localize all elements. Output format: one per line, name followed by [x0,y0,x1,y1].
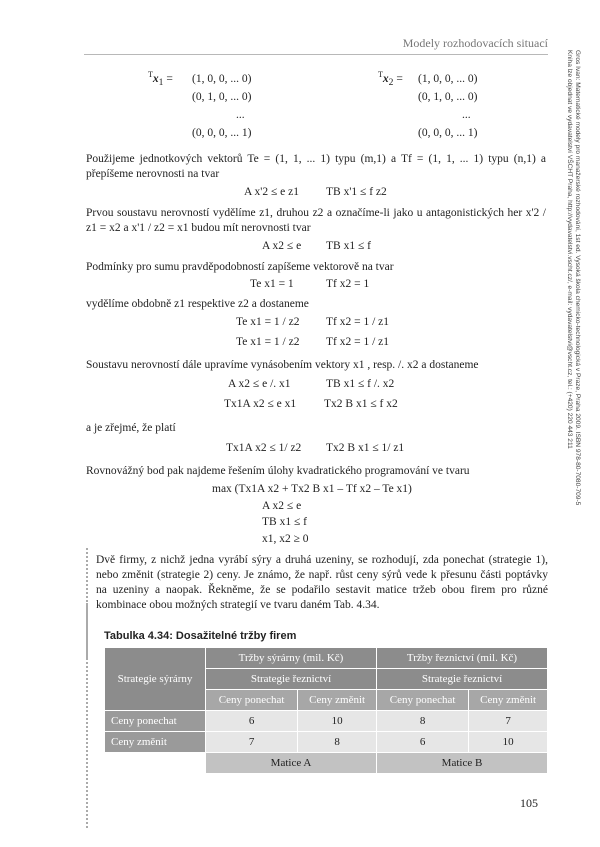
matrix-x1 [192,70,251,142]
matrix-row: ... [236,109,245,121]
row-label: Ceny změnit [105,732,206,753]
equation: TB x1 ≤ f /. x2 [326,378,395,390]
equation: Tf x2 = 1 [326,278,370,290]
col-group: Tržby řeznictví (mil. Kč) [376,648,547,669]
equation: Tf x2 = 1 / z1 [326,316,390,328]
col-header: Ceny změnit [469,690,548,711]
equation: Tf x2 = 1 / z1 [326,336,390,348]
matrix-row: (0, 0, 0, ... 1) [192,127,252,139]
table-row [105,732,548,753]
equation: Tx1A x2 ≤ e x1 [224,398,297,410]
table-cell: 10 [298,711,377,732]
side-note-line-2: Kniha lze objednat ve vydavatelství VŠCHT Praha, http://vydavatelstvi.vscht.cz/, e-mail: vydavatelstvi@vscht.cz, tel.: (+420) 220 443 211 [566,50,574,449]
example-text: Dvě firmy, z nichž jedna vyrábí sýry a druhá uzeniny, se rozhodují, zda ponechat (strategie 1), nebo změnit (strategie 2) ceny. Je známo, že např. růst ceny sýrů vede k přesunu části poptávky na uzeniny a naopak. Řekněme, že se podařilo sestavit matice tržeb obou firem pro různé kombinace obou možných strategií ve tvaru daném Tab. 4.34. [96,554,548,611]
matrix-a-label: Matice A [206,753,377,774]
paragraph: vydělíme obdobně z1 respektive z2 a dostaneme [86,298,309,310]
table-caption: Tabulka 4.34: Dosažitelné tržby firem [104,630,297,642]
matrix-row: (0, 1, 0, ... 0) [418,91,478,103]
paragraph: Rovnovážný bod pak najdeme řešením úlohy kvadratického programování ve tvaru [86,465,470,477]
paragraph: a je zřejmé, že platí [86,422,176,434]
equation: TB x1 ≤ f [326,240,371,252]
side-note [568,50,581,610]
table-cell: 7 [206,732,298,753]
matrix-x2 [418,70,477,142]
equation: TB x'1 ≤ f z2 [326,186,387,198]
col-header: Ceny změnit [298,690,377,711]
table-cell: 8 [298,732,377,753]
matrix-row: (1, 0, 0, ... 0) [418,73,478,85]
matrix-row: ... [462,109,471,121]
paragraph: Soustavu nerovností dále upravíme vynásobením vektory x1 , resp. /. x2 a dostaneme [86,359,479,371]
col-group: Tržby sýrárny (mil. Kč) [206,648,377,669]
col-header: Ceny ponechat [376,690,468,711]
matrix-row: (0, 0, 0, ... 1) [418,127,478,139]
equation: A x2 ≤ e /. x1 [228,378,291,390]
example-marker [86,603,88,828]
running-header: Modely rozhodovacích situací [402,36,548,50]
equation: Te x1 = 1 / z2 [236,316,300,328]
row-label: Ceny ponechat [105,711,206,732]
paragraph: Použijeme jednotkových vektorů Te = (1, 1, ... 1) typu (m,1) a Tf = (1, 1, ... 1) typu (n,1) a přepíšeme nerovnosti na tvar [86,153,546,180]
table-cell: 7 [469,711,548,732]
equation: A x2 ≤ e [262,500,302,512]
side-note-line-1: Gros Ivan: Matematické modely pro manažerské rozhodování, 1st ed. Vysoká škola chemicko-technologická v Praze, Praha 2009. ISBN 978-80-7080-709-5 [574,50,581,506]
paragraph: Prvou soustavu nerovností vydělíme z1, druhou z2 a označíme-li jako u antagonistických her x'2 / z1 = x2 a x'1 / z2 = x1 budou mít nerovnosti tvar [86,207,546,234]
matrix-row: (0, 1, 0, ... 0) [192,91,252,103]
col-header: Ceny ponechat [206,690,298,711]
row-header: Strategie sýrárny [105,648,206,711]
equation: Te x1 = 1 [250,278,294,290]
equation: Tx2 B x1 ≤ 1/ z1 [326,442,405,454]
equation: A x'2 ≤ e z1 [244,186,300,198]
matrix-x1-label: $^Tx_1$ = [148,70,173,89]
table-cell: 8 [376,711,468,732]
equation: x1, x2 ≥ 0 [262,533,309,545]
matrix-b-label: Matice B [376,753,547,774]
page-number: 105 [520,796,538,810]
table-cell: 6 [376,732,468,753]
sub-group: Strategie řeznictví [206,669,377,690]
table-cell: 10 [469,732,548,753]
paragraph: Podmínky pro sumu pravděpodobností zapíšeme vektorově na tvar [86,261,394,273]
matrix-row: (1, 0, 0, ... 0) [192,73,252,85]
equation: A x2 ≤ e [262,240,302,252]
equation: Te x1 = 1 / z2 [236,336,300,348]
equation: max (Tx1A x2 + Tx2 B x1 – Tf x2 – Te x1) [212,483,412,495]
equation: Tx1A x2 ≤ 1/ z2 [226,442,302,454]
sub-group: Strategie řeznictví [376,669,547,690]
matrix-x2-label: $^Tx_2$ = [378,70,403,89]
revenue-table [104,647,548,774]
table-cell: 6 [206,711,298,732]
header-rule [84,54,548,55]
equation: TB x1 ≤ f [262,516,307,528]
equation: Tx2 B x1 ≤ f x2 [324,398,398,410]
table-row [105,711,548,732]
